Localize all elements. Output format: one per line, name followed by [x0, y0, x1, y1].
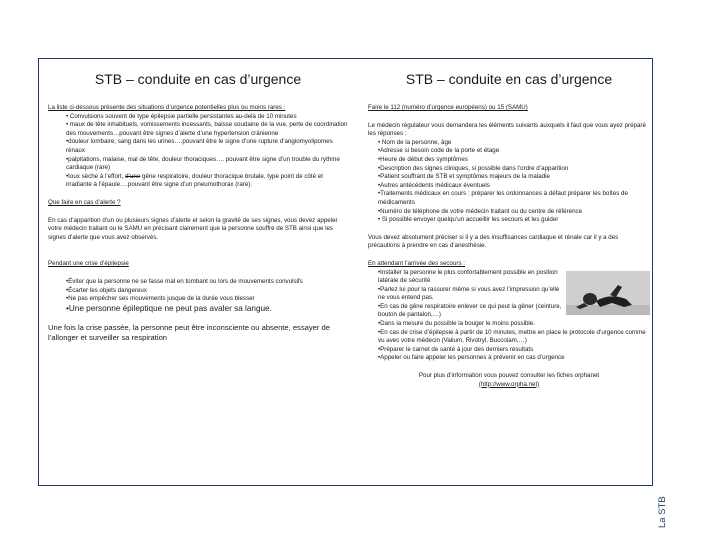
epilepsy-item: •Écarter les objets dangereux	[66, 286, 147, 294]
regulator-item: • Si possible envoyer quelqu’un accueillir les secours et les guider	[378, 216, 559, 224]
waiting-item: •Dans la mesure du possible la bouger le moins possible.	[378, 320, 535, 328]
left-title: STB – conduite en cas d’urgence	[94, 71, 302, 87]
waiting-item: •Installer la personne le plus confortablement possible en position latérale de sécurité	[378, 268, 558, 285]
situation-item: •palpitations, malaise, mal de tête, douleur thoraciques…. pouvant être signe d’un trouble du rythme cardiaque (rare)	[66, 155, 340, 172]
regulator-item: •Autres antécédents médicaux éventuels	[378, 181, 490, 189]
call-line: Faire le 112 (numéro d’urgence européens) ou 15 (SAMU)	[368, 104, 528, 111]
struck-text: d’une	[125, 172, 141, 180]
epilepsy-item: •Éviter que la personne ne se fasse mal en tombant ou lors de mouvements convulsifs	[66, 277, 303, 285]
waiting-item: •Préparer le carnet de santé à jour des derniers résultats	[378, 345, 534, 353]
recovery-position-illustration	[566, 271, 650, 315]
waiting-item: •Parlez lui pour la rassurer même si vous avez l’impression qu’elle ne vous entend pas.	[378, 285, 560, 302]
situation-item	[66, 173, 348, 190]
side-label: La STB	[657, 496, 668, 528]
epilepsy-item: •Une personne épileptique ne peut pas avaler sa langue.	[66, 303, 272, 313]
alert-text: En cas d’apparition d’un ou plusieurs signes d’alerte et selon la gravité de ses signes, vous devez appeler votre médecin traitant ou le SAMU en précisant clairement que la personne souffre de STB ainsi que les signes d’alerte que vous avez observés.	[48, 216, 338, 241]
epilepsy-heading: Pendant une crise d’épilepsie	[48, 260, 129, 268]
right-column	[368, 62, 650, 389]
situations-list	[48, 113, 348, 190]
regulator-item: •Patient souffrant de STB et symptômes majeurs de la maladie	[378, 173, 550, 181]
regulator-item: •Numéro de téléphone de votre médecin traitant ou du centre de référence	[378, 207, 583, 215]
epilepsy-list	[48, 278, 348, 314]
waiting-item: •Appeler ou faire appeler les personnes à prévenir en cas d’urgence	[378, 354, 565, 362]
regulator-list	[368, 139, 650, 225]
regulator-intro: Le médecin régulateur vous demandera les éléments suivants auxquels il faut que vous ayez préparé les réponses :	[368, 121, 646, 138]
waiting-heading: En attendant l’arrivée des secours :	[368, 259, 465, 267]
regulator-item: • Nom de la personne, âge	[378, 138, 452, 146]
regulator-item: •Traitements médicaux en cours : préparer les ordonnances à défaut préparer les boîtes de médicaments	[378, 190, 628, 206]
regulator-item: •Description des signes cliniques, si possible dans l’ordre d’apparition	[378, 164, 569, 172]
left-column	[48, 62, 348, 343]
side-bar	[652, 58, 668, 486]
right-title: STB – conduite en cas d’urgence	[405, 71, 613, 87]
waiting-item: •En cas de crise d’épilepsie à partir de 10 minutes, mettre en place le protocole d’urgence comme vu avec votre médecin (Valium, Rivotryl, Buccolam,…)	[378, 328, 646, 345]
waiting-item: •En cas de gêne respiratoire enlever ce qui peut la gêner (ceinture, bouton de pantalon,…)	[378, 302, 562, 319]
regulator-item: •Heure de début des symptômes	[378, 155, 468, 163]
precaution-text: Vous devez absolument préciser si il y a des insuffisances cardiaque et rénale car il y a des précautions à prendre en cas d’anesthésie.	[368, 233, 619, 250]
info-line: Pour plus d’information vous pouvez consulter les fiches orphanet	[418, 372, 600, 380]
orphanet-link[interactable]: (http://www.orpha.net)	[478, 380, 540, 388]
after-crisis-text: Une fois la crise passée, la personne peut être inconsciente ou absente, essayer de l’allonger et surveiller sa respiration	[48, 322, 330, 342]
intro-text: La liste ci-dessous présente des situations d’urgence potentielles plus ou moins rares :	[48, 104, 286, 111]
situation-item: • maux de tête inhabituels, vomissements incessants, baisse soudaine de la vue, perte de coordination des mouvements…pouvant être signes d’alerte d’une hypertension crânienne	[66, 121, 348, 137]
alert-heading: Que faire en cas d’alerte ?	[48, 198, 121, 206]
situation-item: • Convulsions souvent de type épilepsie partielle persistantes au-delà de 10 minutes	[66, 112, 297, 120]
recovery-position-image	[566, 271, 650, 315]
situation-item: •douleur lombaire, sang dans les urines….pouvant être le signe d’une rupture d’angiomyolipomes rénaux	[66, 138, 333, 154]
situation-part: gêne respiratoire, douleur thoracique brutale, type point de côté et irradiante à l’épaule….pouvant être signe d’un pneumothorax (rare).	[66, 172, 323, 189]
epilepsy-item: •Ne pas empêcher ses mouvements jusque de la durée vous blesser	[66, 295, 255, 303]
situation-part: •toux sèche à l’effort,	[66, 172, 126, 180]
regulator-item: •Adresse si besoin code de la porte et étage	[378, 147, 500, 155]
